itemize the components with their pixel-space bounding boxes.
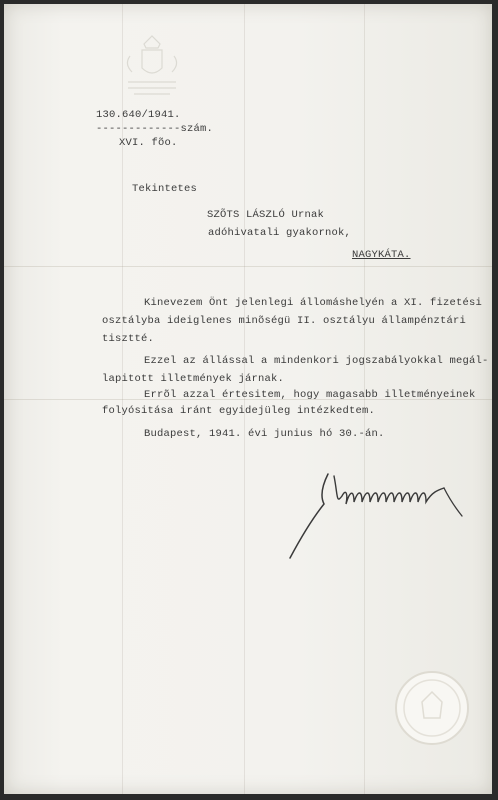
reference-number: 130.640/1941.: [96, 109, 181, 121]
body-paragraph-1-line-3: tisztté.: [102, 333, 155, 345]
body-paragraph-2-line-1: Ezzel az állással a mindenkori jogszabályokkal megál-: [144, 355, 489, 367]
recipient-title: adóhivatali gyakornok,: [208, 227, 352, 239]
date-line: Budapest, 1941. évi junius hó 30.-án.: [144, 428, 385, 440]
body-paragraph-3-line-2: folyósitása iránt egyidejüleg intézkedtem.: [102, 405, 376, 417]
embossed-seal-icon: [392, 668, 472, 748]
recipient-city: NAGYKÁTA.: [352, 249, 411, 261]
salutation: Tekintetes: [132, 183, 198, 195]
recipient-name: SZÕTS LÁSZLÓ Urnak: [207, 209, 325, 221]
body-paragraph-3-line-1: Errõl azzal értesitem, hogy magasabb illetményeinek: [144, 389, 476, 401]
embossed-crest-icon: [122, 34, 182, 104]
department-code: XVI. fõo.: [119, 137, 178, 149]
body-paragraph-2-line-2: lapitott illetmények járnak.: [102, 373, 285, 385]
letter-sheet: [4, 4, 492, 794]
reference-label: -------------szám.: [96, 123, 214, 135]
body-paragraph-1-line-1: Kinevezem Önt jelenlegi állomáshelyén a XI. fizetési: [144, 297, 483, 309]
handwritten-signature: [276, 466, 476, 566]
fold-line: [4, 266, 492, 267]
body-paragraph-1-line-2: osztályba ideiglenes minõségü II. osztályu állampénztári: [102, 315, 467, 327]
